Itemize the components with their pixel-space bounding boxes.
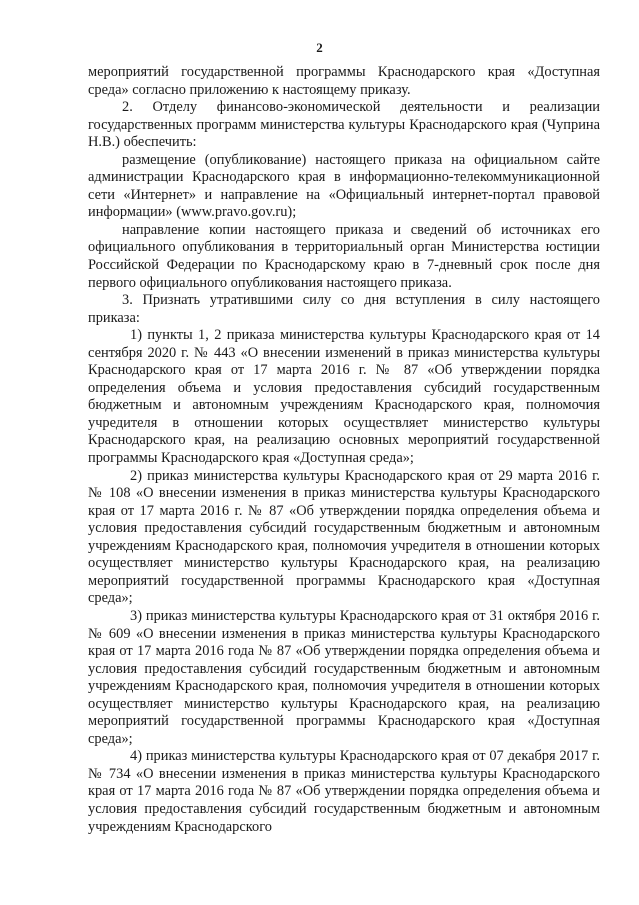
paragraph-item-3-3: 3) приказ министерства культуры Краснодарского края от 31 октября 2016 г. № 609 «О внесении изменения в приказ министерства культуры Краснодарского края от 17 марта 2016 года № 87 «Об утверждении порядка определения объема и условия предоставления субсидий государственным бюджетным и автономным учреждениям Краснодарского края, полномочия учредителя в отношении которых осуществляет министерство культуры Краснодарского края, на реализацию мероприятий государственной программы Краснодарского края «Доступная среда»;	[88, 607, 600, 747]
page-number: 2	[316, 40, 323, 55]
paragraph-item-3-1: 1) пункты 1, 2 приказа министерства культуры Краснодарского края от 14 сентября 2020 г. № 443 «О внесении изменений в приказ министерства культуры Краснодарского края от 17 марта 2016 г. № 87 «Об утверждении порядка определения объема и условия предоставления субсидий государственным бюджетным и автономным учреждениям Краснодарского края, полномочия учредителя в отношении которых осуществляет министерство культуры Краснодарского края, на реализацию основных мероприятий государственной программы Краснодарского края «Доступная среда»;	[88, 327, 600, 467]
paragraph-item-3-2: 2) приказ министерства культуры Краснодарского края от 29 марта 2016 г. № 108 «О внесении изменения в приказ министерства культуры Краснодарского края от 17 марта 2016 г. № 87 «Об утверждении порядка определения объема и условия предоставления субсидий государственным бюджетным и автономным учреждениям Краснодарского края, полномочия учредителя в отношении которых осуществляет министерство культуры Краснодарского края, на реализацию мероприятий государственной программы Краснодарского края «Доступная среда»;	[88, 467, 600, 607]
paragraph-item-2: 2. Отделу финансово-экономической деятельности и реализации государственных программ министерства культуры Краснодарского края (Чуприна Н.В.) обеспечить:	[88, 99, 600, 151]
paragraph-item-3-4: 4) приказ министерства культуры Краснодарского края от 07 декабря 2017 г. № 734 «О внесении изменения в приказ министерства культуры Краснодарского края от 17 марта 2016 года № 87 «Об утверждении порядка определения объема и условия предоставления субсидий государственным бюджетным и автономным учреждениям Краснодарского	[88, 748, 600, 835]
paragraph-item-2-publication: размещение (опубликование) настоящего приказа на официальном сайте администрации Краснодарского края в информационно-телекоммуникационной сети «Интернет» и направление на «Официальный интернет-портал правовой информации» (www.pravo.gov.ru);	[88, 151, 600, 221]
paragraph-item-3: 3. Признать утратившими силу со дня вступления в силу настоящего приказа:	[88, 292, 600, 326]
paragraph-intro: мероприятий государственной программы Краснодарского края «Доступная среда» согласно приложению к настоящему приказу.	[88, 64, 600, 98]
document-body	[88, 64, 600, 836]
paragraph-item-2-copy: направление копии настоящего приказа и сведений об источниках его официального опубликования в территориальный орган Министерства юстиции Российской Федерации по Краснодарскому краю в 7-дневный срок после дня первого официального опубликования настоящего приказа.	[88, 221, 600, 291]
